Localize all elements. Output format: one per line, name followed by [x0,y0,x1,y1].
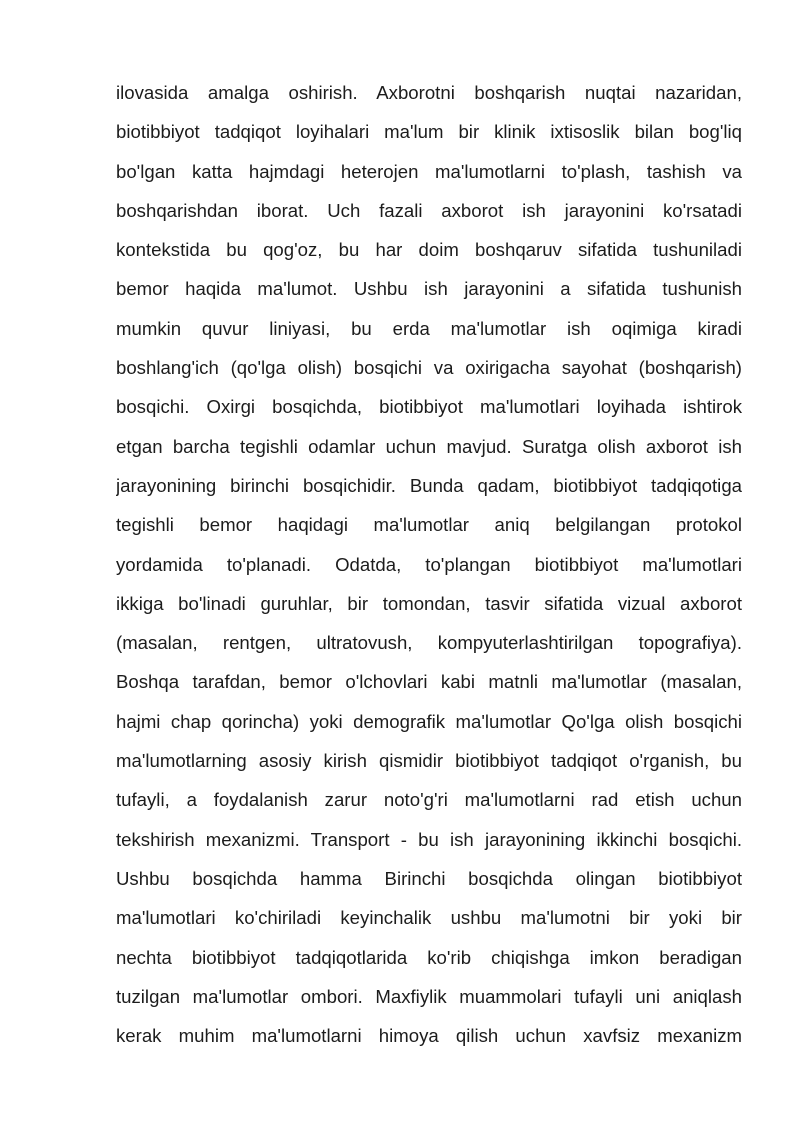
text-line: kontekstida bu qog'oz, bu har doim boshqaruv sifatida tushuniladi [116,239,742,261]
text-line: hajmi chap qorincha) yoki demografik ma'lumotlar Qo'lga olish bosqichi [116,710,742,732]
text-line: bo'lgan katta hajmdagi heterojen ma'lumotlarni to'plash, tashish va [116,160,742,182]
text-line: ma'lumotlari ko'chiriladi keyinchalik ushbu ma'lumotni bir yoki bir [116,907,742,929]
text-line: yordamida to'planadi. Odatda, to'plangan biotibbiyot ma'lumotlari [116,553,742,575]
text-line: tekshirish mexanizmi. Transport - bu ish jarayonining ikkinchi bosqichi. [116,828,742,850]
text-line: etgan barcha tegishli odamlar uchun mavjud. Suratga olish axborot ish [116,435,742,457]
text-line: bemor haqida ma'lumot. Ushbu ish jarayonini a sifatida tushunish [116,278,742,300]
text-line: tegishli bemor haqidagi ma'lumotlar aniq belgilangan protokol [116,514,742,536]
text-line: jarayonining birinchi bosqichidir. Bunda qadam, biotibbiyot tadqiqotiga [116,474,742,496]
text-line: boshqarishdan iborat. Uch fazali axborot ish jarayonini ko'rsatadi [116,199,742,221]
text-line: (masalan, rentgen, ultratovush, kompyuterlashtirilgan topografiya). [116,632,742,654]
text-line: ma'lumotlarning asosiy kirish qismidir biotibbiyot tadqiqot o'rganish, bu [116,750,742,772]
text-line: tufayli, a foydalanish zarur noto'g'ri ma'lumotlarni rad etish uchun [116,789,742,811]
text-line: ikkiga bo'linadi guruhlar, bir tomondan, tasvir sifatida vizual axborot [116,592,742,614]
text-line: biotibbiyot tadqiqot loyihalari ma'lum bir klinik ixtisoslik bilan bog'liq [116,121,742,143]
text-line: boshlang'ich (qo'lga olish) bosqichi va oxirigacha sayohat (boshqarish) [116,357,742,379]
text-line: Boshqa tarafdan, bemor o'lchovlari kabi matnli ma'lumotlar (masalan, [116,671,742,693]
text-line: Ushbu bosqichda hamma Birinchi bosqichda olingan biotibbiyot [116,867,742,889]
text-line: tuzilgan ma'lumotlar ombori. Maxfiylik muammolari tufayli uni aniqlash [116,985,742,1007]
text-line: bosqichi. Oxirgi bosqichda, biotibbiyot ma'lumotlari loyihada ishtirok [116,396,742,418]
text-line: ilovasida amalga oshirish. Axborotni boshqarish nuqtai nazaridan, [116,82,742,103]
text-line: nechta biotibbiyot tadqiqotlarida ko'rib chiqishga imkon beradigan [116,946,742,968]
body-text [116,73,742,1055]
text-line: mumkin quvur liniyasi, bu erda ma'lumotlar ish oqimiga kiradi [116,317,742,339]
text-line: kerak muhim ma'lumotlarni himoya qilish uchun xavfsiz mexanizm [116,1025,742,1047]
